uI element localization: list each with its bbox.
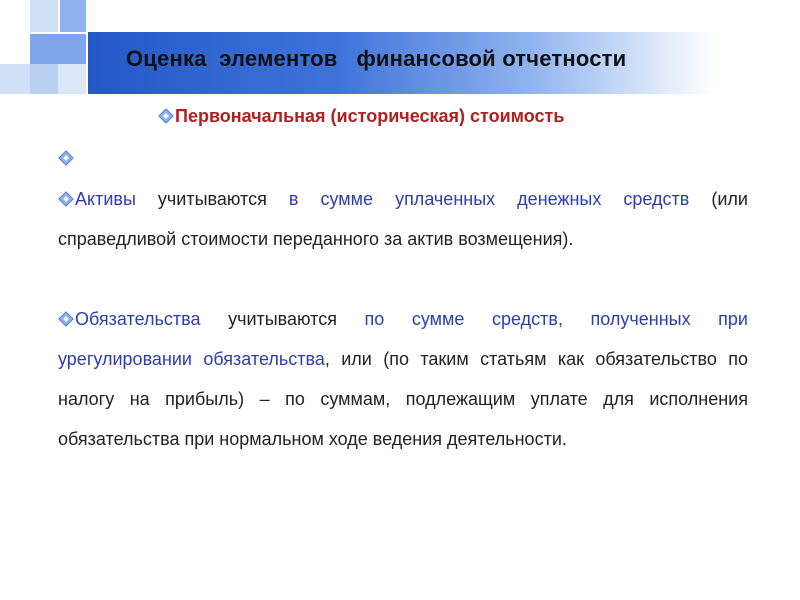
liabilities-measure: по сумме средств, полученных при урегулировании обязательства [58,309,748,369]
bullet-assets [58,179,748,259]
decor-square [30,0,58,32]
assets-term: Активы [75,189,136,209]
assets-rest: (или справедливой стоимости переданного за актив возмещения). [58,189,748,249]
diamond-bullet-icon [58,191,74,207]
liabilities-term: Обязательства [75,309,201,329]
liabilities-rest: , или (по таким статьям как обязательство по налогу на прибыль) – по суммам, подлежащим уплате для исполнения обязательства при нормальном ходе ведения деятельности. [58,349,748,449]
diamond-bullet-icon [158,108,174,124]
subtitle-text: Первоначальная (историческая) стоимость [175,106,565,126]
decor-square [30,64,58,94]
decor-square [0,64,30,94]
diamond-bullet-icon [58,311,74,327]
decor-square [58,64,86,94]
bullet-liabilities [58,299,748,459]
decor-square [60,0,86,32]
liabilities-verb: учитываются [200,309,365,329]
slide-title: Оценка элементов финансовой отчетности [126,46,627,71]
subtitle [158,106,564,127]
diamond-bullet-icon [58,150,74,166]
empty-bullet [58,150,75,169]
decor-square [30,34,86,64]
assets-verb: учитываются [135,189,289,209]
assets-measure: в сумме уплаченных денежных средств [288,189,690,209]
